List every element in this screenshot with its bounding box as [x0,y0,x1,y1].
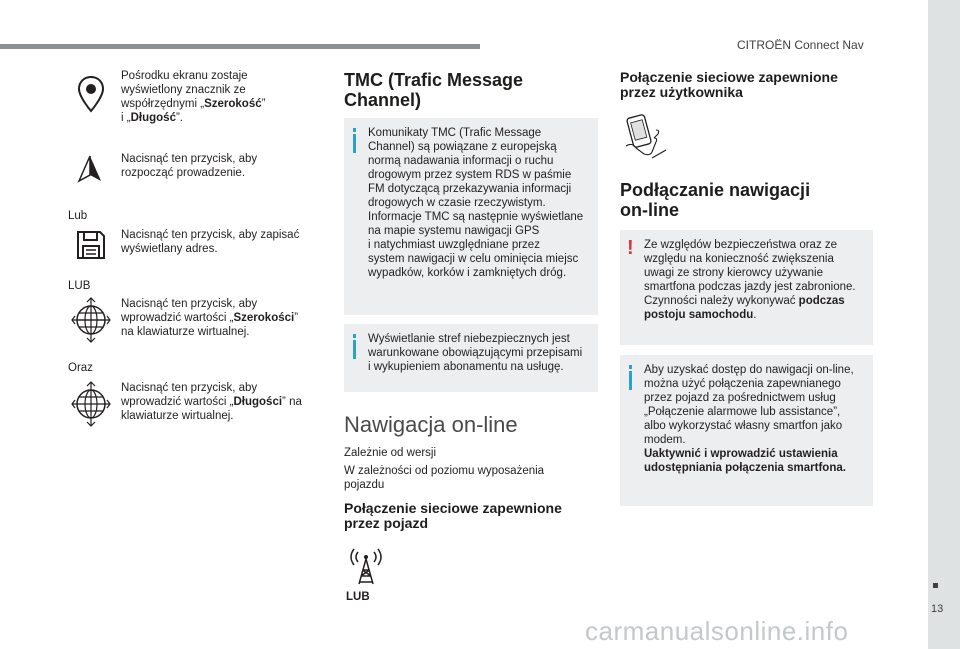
version-note: Zależnie od wersji [344,447,437,459]
lub-label: LUB [346,591,370,603]
user-connection-heading: Połączenie sieciowe zapewnione przez użytkownika [620,69,838,100]
side-marker [933,583,938,588]
watermark: carmanualsonline.info [585,616,849,646]
separator-lub: Lub [68,210,88,222]
map-pin-icon [77,75,105,113]
save-address-text: Nacisnąć ten przycisk, aby zapisać wyświetlany adres. [121,229,300,255]
online-access-info-box [620,355,873,506]
danger-zone-info-box [344,324,598,392]
equipment-note: W zależności od poziomu wyposażenia pojazdu [344,465,545,491]
antenna-icon [349,546,383,586]
vehicle-connection-heading: Połączenie sieciowe zapewnione przez pojazd [344,500,562,531]
warning-icon: ! [627,237,634,259]
page-header-title: CITROËN Connect Nav [737,38,864,52]
navigation-arrow-icon [77,155,103,183]
danger-zone-text: Wyświetlanie stref niebezpiecznych jest warunkowane obowiązującymi przepisami i wykupieniem abonamentu na usługę. [368,333,583,373]
info-icon [353,134,356,153]
globe-latitude-icon [71,296,111,344]
safety-warning-text: Ze względów bezpieczeństwa oraz ze względu na konieczność zwiększenia uwagi ze strony kierowcy używanie smartfona podczas jazdy jest zabronione. Czynności należy wykonywać podczas postoju samochodu. [644,239,856,321]
info-icon-dot [353,334,356,338]
connect-online-heading: Podłączanie nawigacji on-line [620,180,811,220]
online-access-text: Aby uzyskać dostęp do nawigacji on-line, można użyć połączenia zapewnianego przez pojazd za pośrednictwem usług „Połączenie alarmowe lub assistance”, albo wykorzystać własny smartfon jako modem. Uaktywnić i wprowadzić ustawienia udostępniania połączenia smartfona. [644,364,854,474]
info-icon-dot [629,365,632,369]
info-icon-dot [353,128,356,132]
pin-text: Pośrodku ekranu zostaje wyświetlony znacznik ze współrzędnymi „Szerokość” i „Długość”. [121,70,266,124]
info-icon [353,340,356,359]
separator-lub-upper: LUB [68,280,91,292]
tmc-info-box [344,118,598,315]
header-rule [0,44,480,49]
smartphone-hand-icon [622,112,668,162]
separator-oraz: Oraz [68,362,93,374]
save-icon [76,230,106,260]
latitude-text: Nacisnąć ten przycisk, aby wprowadzić wartości „Szerokości” na klawiaturze wirtualnej. [121,298,299,338]
online-nav-heading: Nawigacja on-line [344,412,518,437]
info-icon [629,371,632,390]
start-guidance-text: Nacisnąć ten przycisk, aby rozpocząć prowadzenie. [121,153,258,179]
tmc-heading: TMC (Trafic Message Channel) [344,70,524,110]
tmc-info-text: Komunikaty TMC (Trafic Message Channel) są powiązane z europejską normą nadawania informacji o ruchu drogowym przez system RDS w paśmie FM dotyczącą przekazywania informacji drogowych w czasie rzeczywistym. Informacje TMC są następnie wyświetlane na mapie systemu nawigacji GPS i natychmiast uwzględniane przez system nawigacji w celu ominięcia miejsc wypadków, korków i zamkniętych dróg. [368,127,584,279]
longitude-text: Nacisnąć ten przycisk, aby wprowadzić wartości „Długości” na klawiaturze wirtualnej. [121,382,302,422]
safety-warning-box [620,230,873,345]
page-side-strip [928,0,960,649]
page-number: 13 [931,603,944,615]
globe-longitude-icon [71,380,111,428]
